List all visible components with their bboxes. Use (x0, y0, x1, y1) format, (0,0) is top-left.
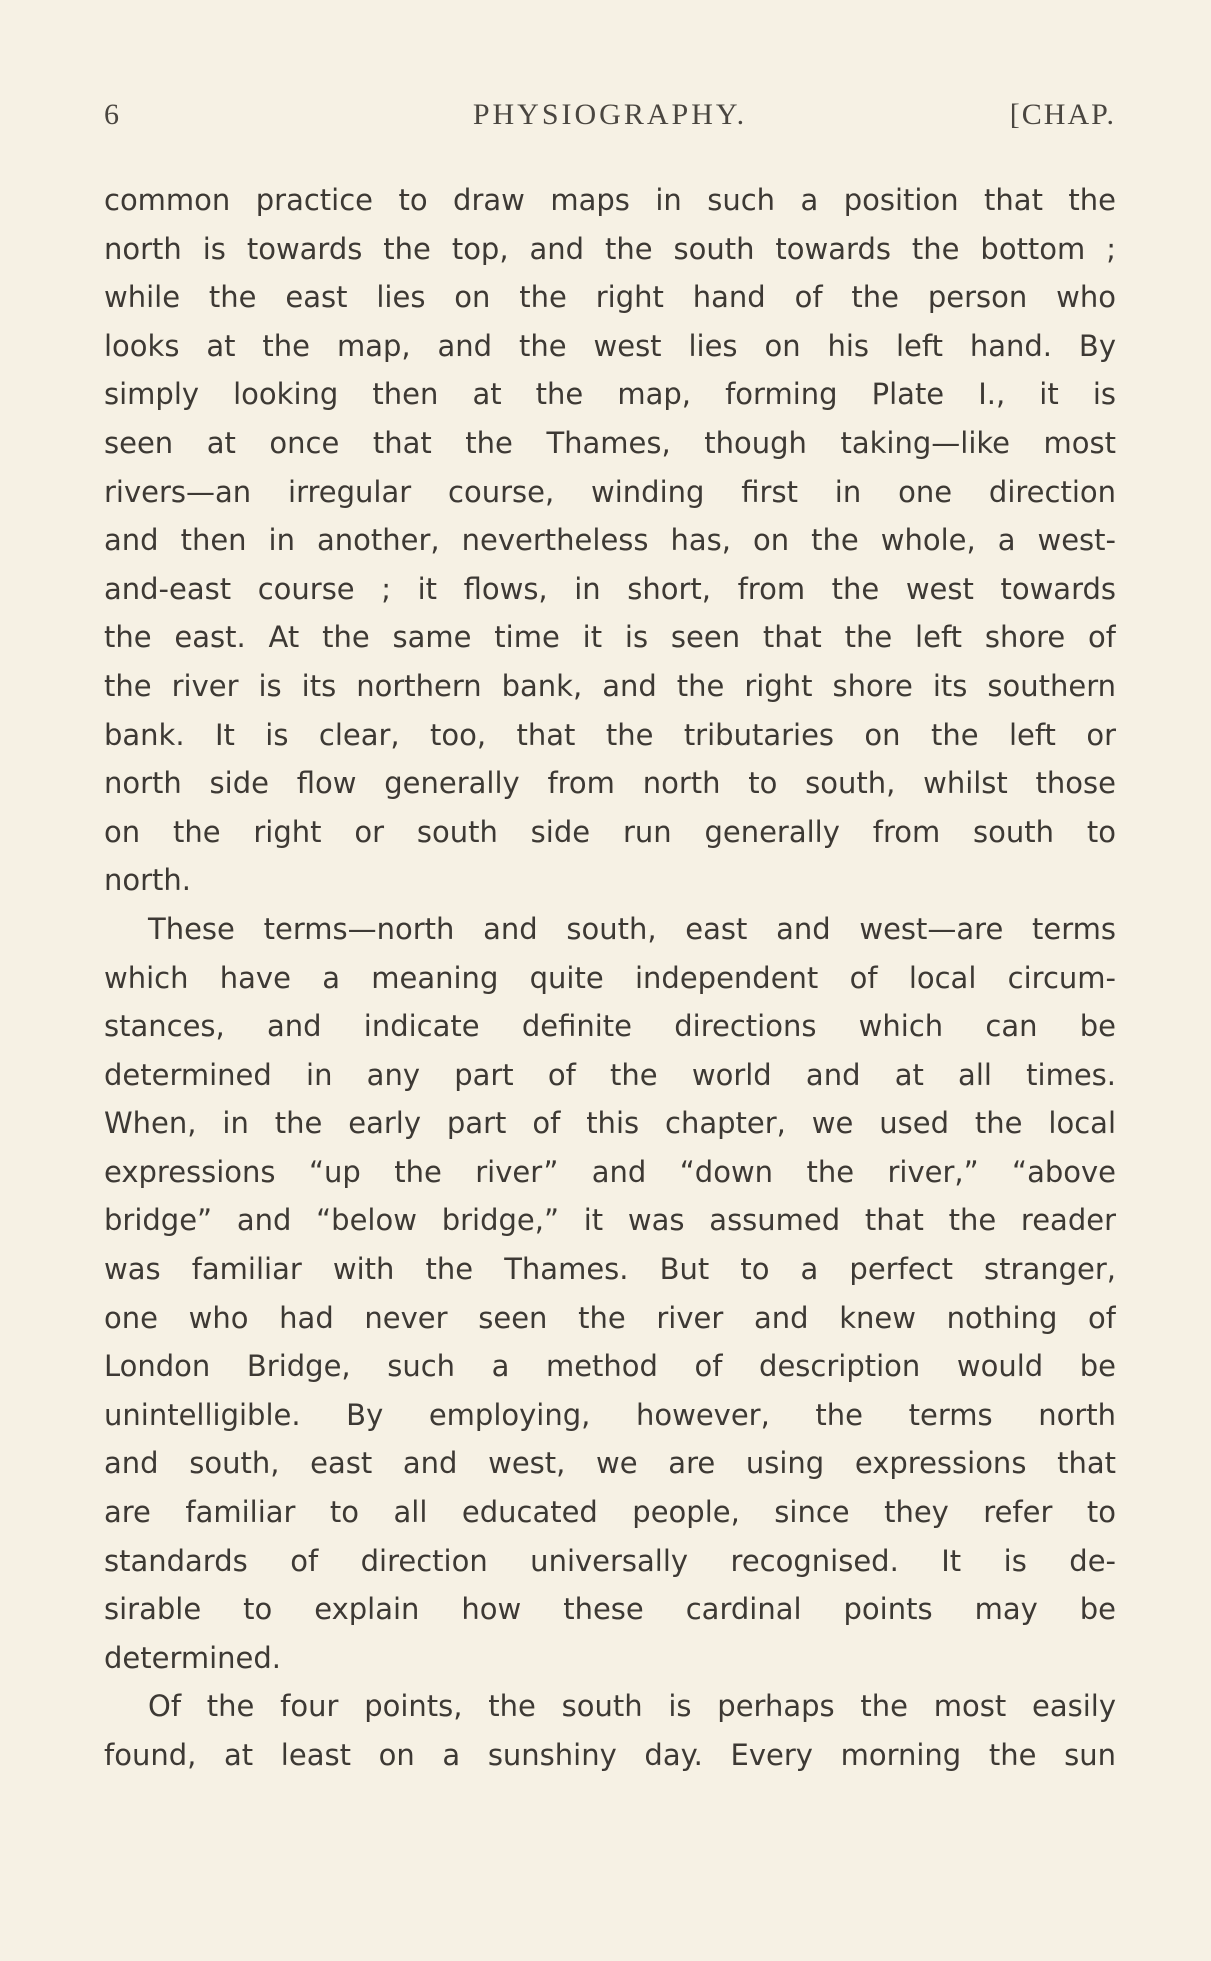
text-line: bridge” and “below bridge,” it was assumed that the reader (104, 1203, 1116, 1238)
text-line: expressions “up the river” and “down the river,” “above (104, 1154, 1116, 1189)
page-number: 6 (104, 98, 121, 131)
text-line: on the right or south side run generally from south to (104, 814, 1116, 849)
paragraph (104, 1682, 1116, 1779)
running-title: PHYSIOGRAPHY. (472, 98, 748, 131)
text-line: north side flow generally from north to south, whilst those (104, 766, 1116, 801)
text-line: London Bridge, such a method of description would be (104, 1349, 1116, 1384)
text-line: and south, east and west, we are using expressions that (104, 1446, 1116, 1481)
text-line: When, in the early part of this chapter, we used the local (104, 1106, 1116, 1141)
paragraph (104, 176, 1116, 905)
text-line: looks at the map, and the west lies on his left hand. By (104, 328, 1116, 363)
text-line: Of the four points, the south is perhaps the most easily (148, 1689, 1116, 1724)
text-line: unintelligible. By employing, however, the terms north (104, 1397, 1116, 1432)
text-line: north. (104, 863, 192, 898)
text-line: standards of direction universally recognised. It is de- (104, 1543, 1116, 1578)
text-line: determined. (104, 1640, 282, 1675)
text-line: while the east lies on the right hand of the person who (104, 280, 1116, 315)
text-line: which have a meaning quite independent of local circum- (104, 960, 1116, 995)
text-line: determined in any part of the world and at all times. (104, 1057, 1116, 1092)
body-text (104, 176, 1116, 1780)
text-line: sirable to explain how these cardinal points may be (104, 1592, 1116, 1627)
text-line: the east. At the same time it is seen that the left shore of (104, 620, 1116, 655)
text-line: rivers—an irregular course, winding first in one direction (104, 474, 1116, 509)
text-line: are familiar to all educated people, since they refer to (104, 1495, 1116, 1530)
text-line: simply looking then at the map, forming Plate I., it is (104, 377, 1116, 412)
text-line: one who had never seen the river and knew nothing of (104, 1300, 1116, 1335)
text-line: found, at least on a sunshiny day. Every morning the sun (104, 1738, 1116, 1772)
text-line: These terms—north and south, east and west—are terms (148, 911, 1116, 946)
chapter-mark: [CHAP. (1009, 98, 1116, 131)
text-line: and then in another, nevertheless has, on the whole, a west- (104, 523, 1116, 558)
text-line: the river is its northern bank, and the right shore its southern (104, 668, 1116, 703)
text-line: stances, and indicate definite directions which can be (104, 1009, 1116, 1044)
text-line: seen at once that the Thames, though taking—like most (104, 425, 1116, 460)
paragraph (104, 905, 1116, 1683)
text-line: and-east course ; it flows, in short, from the west towards (104, 571, 1116, 606)
text-line: bank. It is clear, too, that the tributaries on the left or (104, 717, 1116, 752)
text-line: north is towards the top, and the south towards the bottom ; (104, 231, 1116, 266)
text-line: common practice to draw maps in such a position that the (104, 183, 1116, 217)
text-line: was familiar with the Thames. But to a perfect stranger, (104, 1252, 1116, 1287)
page-header (104, 98, 1116, 138)
